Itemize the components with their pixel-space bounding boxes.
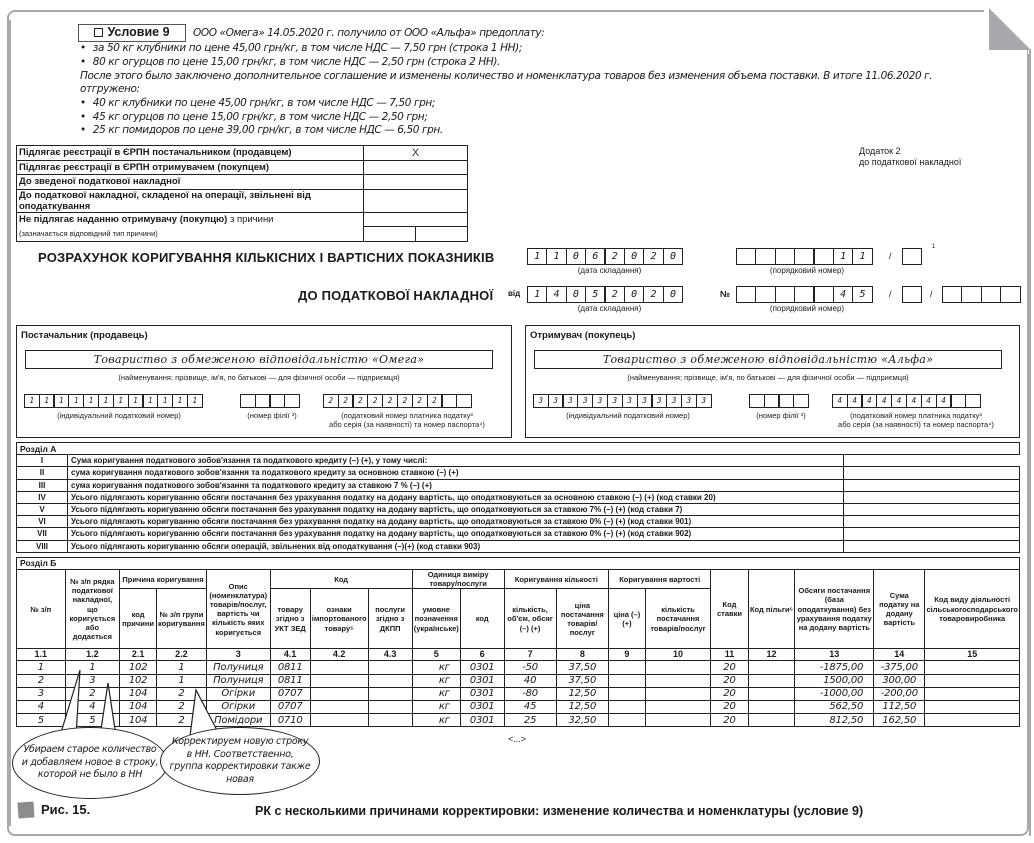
cell-reason-code[interactable]: 102 xyxy=(120,674,157,687)
from-label: від xyxy=(508,289,521,298)
buyer-branch-field[interactable] xyxy=(750,394,809,408)
supplier-ipn-field[interactable] xyxy=(25,394,203,408)
cell-dkpp[interactable] xyxy=(368,661,412,674)
digit-cell[interactable]: 3 xyxy=(681,394,697,408)
row-value[interactable] xyxy=(844,455,1020,467)
cell-price[interactable]: 12,50 xyxy=(556,700,609,713)
digit-cell[interactable]: 0 xyxy=(663,286,684,303)
shipped-item: • 25 кг помидоров по цене 39,00 грн/кг, в том числе НДС — 6,50 грн. xyxy=(80,124,443,136)
cell-cost-price[interactable] xyxy=(609,661,646,674)
digit-cell[interactable]: 2 xyxy=(604,286,625,303)
figure-caption: РК с несколькими причинами корректировки: изменение количества и номенклатуры (условие 9) xyxy=(255,804,864,818)
rc-suffix-field[interactable] xyxy=(903,248,922,265)
cell-cost-price[interactable] xyxy=(609,700,646,713)
cell-reason-code[interactable]: 104 xyxy=(120,687,157,700)
cell-vat[interactable]: 162,50 xyxy=(874,714,925,727)
row-text: Усього підлягають коригуванню обсяги операцій, звільнених від оподаткування (–)(+) (код ставки 903) xyxy=(68,540,844,552)
tn-date-field[interactable] xyxy=(528,286,683,303)
digit-cell[interactable]: 2 xyxy=(397,394,413,408)
row-text: сума коригування податкового зобов'язання та податкового кредиту за ставкою 7 % (–) (+) xyxy=(68,479,844,491)
cell-price[interactable]: 37,50 xyxy=(556,674,609,687)
supplier-heading: Постачальник (продавець) xyxy=(21,330,148,341)
digit-cell[interactable]: 1 xyxy=(187,394,203,408)
cell-volume[interactable]: -1875,00 xyxy=(795,661,874,674)
document-title-line1: РОЗРАХУНОК КОРИГУВАННЯ КІЛЬКІСНИХ І ВАРТІСНИХ ПОКАЗНИКІВ xyxy=(38,250,495,265)
digit-cell[interactable]: 1 xyxy=(68,394,84,408)
digit-cell[interactable]: 2 xyxy=(367,394,383,408)
row-number: I xyxy=(17,455,68,467)
digit-cell[interactable] xyxy=(794,248,815,265)
digit-cell[interactable] xyxy=(965,394,981,408)
tn-number-field[interactable] xyxy=(737,286,873,303)
row-number: IV xyxy=(17,491,68,503)
column-number: 8 xyxy=(556,649,609,661)
cell-dkpp[interactable] xyxy=(368,700,412,713)
cell-reason-code[interactable]: 104 xyxy=(120,714,157,727)
condition-intro: ООО «Омега» 14.05.2020 г. получило от ООО «Альфа» предоплату: xyxy=(193,27,545,39)
row-value[interactable] xyxy=(844,503,1020,515)
cell-reason-code[interactable]: 102 xyxy=(120,661,157,674)
digit-cell[interactable]: 3 xyxy=(577,394,593,408)
digit-cell[interactable] xyxy=(284,394,300,408)
cell-cost-price[interactable] xyxy=(609,714,646,727)
digit-cell[interactable] xyxy=(775,286,796,303)
rc-date-field[interactable] xyxy=(528,248,683,265)
digit-cell[interactable]: 2 xyxy=(382,394,398,408)
figure-marker-icon xyxy=(17,801,34,818)
not-provided-checkbox[interactable] xyxy=(364,212,468,227)
cell-uktzed[interactable]: 0811 xyxy=(270,661,310,674)
digit-cell[interactable]: 4 xyxy=(936,394,952,408)
section-a-row xyxy=(17,491,1020,503)
document-title-line2: ДО ПОДАТКОВОЇ НАКЛАДНОЇ xyxy=(298,288,494,303)
cell-unit[interactable]: кг xyxy=(412,687,460,700)
column-number: 3 xyxy=(206,649,270,661)
cell-tn-row[interactable]: 5 xyxy=(65,714,120,727)
column-number: 2.1 xyxy=(120,649,157,661)
row-value[interactable] xyxy=(844,540,1020,552)
cell-tn-row[interactable]: 4 xyxy=(65,700,120,713)
cell-benefit[interactable] xyxy=(748,674,795,687)
buyer-tax-number-field[interactable] xyxy=(833,394,981,408)
registration-row: Не підлягає наданню отримувачу (покупцю) з причини xyxy=(17,212,468,227)
cell-unit-code[interactable]: 0301 xyxy=(460,700,504,713)
column-number: 5 xyxy=(412,649,460,661)
row-value[interactable] xyxy=(844,516,1020,528)
footnote-mark: 1 xyxy=(932,244,936,250)
digit-cell[interactable]: 0 xyxy=(663,248,684,265)
column-number: 11 xyxy=(711,649,748,661)
row-text: Усього підлягають коригуванню обсяги постачання без урахування податку на додану вартість, що оподатковуються за основною ставкою (–) (+) (код ставки 20) xyxy=(68,491,844,503)
rc-number-field[interactable] xyxy=(737,248,873,265)
digit-cell[interactable]: 2 xyxy=(323,394,339,408)
cell-tn-row[interactable]: 2 xyxy=(65,687,120,700)
cell-cost-price[interactable] xyxy=(609,687,646,700)
cell-rate[interactable]: 20 xyxy=(711,674,748,687)
digit-cell[interactable]: 3 xyxy=(651,394,667,408)
cell-rate[interactable]: 20 xyxy=(711,700,748,713)
digit-cell[interactable]: 3 xyxy=(548,394,564,408)
digit-cell[interactable]: 3 xyxy=(592,394,608,408)
figure-label: Рис. 15. xyxy=(41,802,91,817)
cell-qty[interactable]: -50 xyxy=(504,661,556,674)
digit-cell[interactable]: 1 xyxy=(39,394,55,408)
callout-pointer-left-a xyxy=(60,670,80,736)
cell-unit-code[interactable]: 0301 xyxy=(460,687,504,700)
tn-date-caption: (дата складання) xyxy=(577,304,642,313)
cell-vat[interactable]: -375,00 xyxy=(874,661,925,674)
row-value[interactable] xyxy=(844,528,1020,540)
buyer-ipn-field[interactable] xyxy=(534,394,712,408)
row-value[interactable] xyxy=(844,479,1020,491)
section-a-row xyxy=(17,455,1020,467)
cell-rate[interactable]: 20 xyxy=(711,714,748,727)
digit-cell[interactable]: 1 xyxy=(142,394,158,408)
registration-checkbox[interactable]: X xyxy=(364,146,468,161)
cell-dkpp[interactable] xyxy=(368,714,412,727)
digit-cell[interactable]: 4 xyxy=(876,394,892,408)
cell-desc[interactable]: Огірки xyxy=(206,700,270,713)
column-number: 4.2 xyxy=(310,649,368,661)
digit-cell[interactable]: 0 xyxy=(566,248,587,265)
tn-suffix-field[interactable] xyxy=(903,286,922,303)
cell-agri[interactable] xyxy=(925,687,1020,700)
digit-cell[interactable]: 1 xyxy=(83,394,99,408)
digit-cell[interactable]: 2 xyxy=(352,394,368,408)
buyer-heading: Отримувач (покупець) xyxy=(530,330,636,341)
digit-cell[interactable] xyxy=(755,248,776,265)
digit-cell[interactable]: 1 xyxy=(527,286,548,303)
cell-no[interactable]: 4 xyxy=(17,700,66,713)
section-a-row xyxy=(17,479,1020,491)
cell-cost-qty[interactable] xyxy=(645,714,711,727)
row-number: III xyxy=(17,479,68,491)
digit-cell[interactable] xyxy=(736,286,757,303)
cell-volume[interactable]: 562,50 xyxy=(795,700,874,713)
digit-cell[interactable] xyxy=(755,286,776,303)
registration-table xyxy=(16,145,468,242)
digit-cell[interactable] xyxy=(775,248,796,265)
cell-agri[interactable] xyxy=(925,714,1020,727)
registration-checkbox[interactable] xyxy=(364,189,468,212)
supplier-tax-number-field[interactable] xyxy=(324,394,472,408)
section-a-title: Розділ А xyxy=(17,443,1020,455)
digit-cell[interactable] xyxy=(240,394,256,408)
cell-group[interactable]: 2 xyxy=(157,687,207,700)
column-number: 1.1 xyxy=(17,649,66,661)
section-a-row xyxy=(17,540,1020,552)
digit-cell[interactable] xyxy=(764,394,780,408)
cell-cost-qty[interactable] xyxy=(645,661,711,674)
row-number: VI xyxy=(17,516,68,528)
cell-uktzed[interactable]: 0710 xyxy=(270,714,310,727)
condition-label: Условие 9 xyxy=(78,24,186,42)
column-number: 6 xyxy=(460,649,504,661)
digit-cell[interactable]: 0 xyxy=(624,286,645,303)
callout-pointers xyxy=(0,660,360,740)
section-a-row xyxy=(17,528,1020,540)
digit-cell[interactable]: 1 xyxy=(157,394,173,408)
cell-no[interactable]: 5 xyxy=(17,714,66,727)
cell-volume[interactable]: 812,50 xyxy=(795,714,874,727)
cell-rate[interactable]: 20 xyxy=(711,661,748,674)
cell-benefit[interactable] xyxy=(748,687,795,700)
cell-price[interactable]: 32,50 xyxy=(556,714,609,727)
row-number: II xyxy=(17,467,68,479)
cell-price[interactable]: 12,50 xyxy=(556,687,609,700)
cell-desc[interactable]: Помідори xyxy=(206,714,270,727)
column-number: 2.2 xyxy=(157,649,207,661)
condition-after-text: После этого было заключено дополнительное соглашение и изменены количество и номенклатура товаров без изменения объема поставки. В итоге 11.06.2020 г. xyxy=(80,70,933,82)
cell-qty[interactable]: 40 xyxy=(504,674,556,687)
digit-cell[interactable]: 4 xyxy=(833,286,854,303)
row-number: V xyxy=(17,503,68,515)
digit-cell[interactable] xyxy=(255,394,271,408)
section-a-row xyxy=(17,503,1020,515)
digit-cell[interactable]: 4 xyxy=(906,394,922,408)
reason-type-field[interactable] xyxy=(416,227,468,242)
digit-cell[interactable]: 2 xyxy=(338,394,354,408)
column-number: 13 xyxy=(795,649,874,661)
digit-cell[interactable]: 2 xyxy=(427,394,443,408)
cell-tn-row[interactable]: 1 xyxy=(65,661,120,674)
column-number: 4.1 xyxy=(270,649,310,661)
digit-cell[interactable]: 2 xyxy=(412,394,428,408)
cell-volume[interactable]: -1000,00 xyxy=(795,687,874,700)
digit-cell[interactable]: 0 xyxy=(566,286,587,303)
cell-vat[interactable]: 300,00 xyxy=(874,674,925,687)
column-number: 7 xyxy=(504,649,556,661)
cell-volume[interactable]: 1500,00 xyxy=(795,674,874,687)
digit-cell[interactable]: 1 xyxy=(852,248,873,265)
rc-number-caption: (порядковий номер) xyxy=(769,266,845,275)
cell-desc[interactable]: Полуниця xyxy=(206,661,270,674)
section-a-row xyxy=(17,516,1020,528)
annex-note: Додаток 2 до податкової накладної xyxy=(859,146,962,167)
section-b-table: Розділ Б № з/п № з/п рядка податкової накладної, що коригується або додається Причина коригування Опис (номенклатура) товарів/послуг, вартість чи кількість яких коригується Код Одиниця виміру товару/послуги Коригування кількості Коригування вартості Код ставки Код пільги⁶ Обсяги постачання (база оподаткування) без урахування податку на додану вартість Сума податку на додану вартість Код виду діяльності сільськогосподарського товаровиробника код причини № з/п групи коригування товару згідно з УКТ ЗЕД ознаки імпортованого товару⁵ послуги згідно з ДКПП умовне позначення (українське) код кількість, об'єм, обсяг (–) (+) ціна постачання товарів/послуг ціна (–)(+) кількість постачання товарів/послуг 1.1 1.2 2.1 2.2 3 4.1 4.2 4.3 5 6 7 8 9 10 11 12 13 14 15 1 1 102 1 Полуниця 0811 кг 0301 -50 37,50 20 -1875,00 -375,00 2 3 102 1 Полуниця 0811 кг 0301 40 37,50 20 1500,00 300,00 3 2 104 2 Огірки 0707 кг 0301 -80 12,50 20 -1000,00 -200,00 4 4 104 2 Огірки 0707 кг 0301 45 12,50 20 562,50 112,50 5 5 104 2 Помідори 0710 кг 0301 25 32,50 20 812,50 162,50 xyxy=(16,557,1020,727)
cell-agri[interactable] xyxy=(925,661,1020,674)
digit-cell[interactable] xyxy=(794,286,815,303)
row-text: Усього підлягають коригуванню обсяги постачання без урахування податку на додану вартість, що оподатковуються за ставкою 0% (–) (+) (код ставки 901) xyxy=(68,516,844,528)
digit-cell[interactable]: 3 xyxy=(637,394,653,408)
column-number: 14 xyxy=(874,649,925,661)
digit-cell[interactable]: 3 xyxy=(696,394,712,408)
column-number: 12 xyxy=(748,649,795,661)
digit-cell[interactable]: 1 xyxy=(546,248,567,265)
digit-cell[interactable]: 1 xyxy=(113,394,129,408)
cell-unit-code[interactable]: 0301 xyxy=(460,661,504,674)
digit-cell[interactable]: 3 xyxy=(622,394,638,408)
cell-uktzed[interactable]: 0811 xyxy=(270,674,310,687)
digit-cell[interactable]: 3 xyxy=(607,394,623,408)
prepayment-item: • 80 кг огурцов по цене 15,00 грн/кг, в том числе НДС — 2,50 грн (строка 2 НН). xyxy=(80,56,500,68)
digit-cell[interactable] xyxy=(778,394,794,408)
digit-cell[interactable] xyxy=(441,394,457,408)
cell-dkpp[interactable] xyxy=(368,674,412,687)
row-text: сума коригування податкового зобов'язання та податкового кредиту за основною ставкою (–) (+) xyxy=(68,467,844,479)
digit-cell[interactable] xyxy=(456,394,472,408)
row-number: VII xyxy=(17,528,68,540)
supplier-branch-field[interactable] xyxy=(241,394,300,408)
cell-dkpp[interactable] xyxy=(368,687,412,700)
cell-uktzed[interactable]: 0707 xyxy=(270,687,310,700)
digit-cell[interactable]: 4 xyxy=(891,394,907,408)
registration-checkbox[interactable] xyxy=(364,160,468,175)
digit-cell[interactable] xyxy=(813,248,834,265)
callout-left: Убираем старое количество и добавляем новое в строку, которой не было в НН xyxy=(12,727,168,799)
row-text: Усього підлягають коригуванню обсяги постачання без урахування податку на додану вартість, що оподатковуються за ставкою 7% (–) (+) (код ставки 7) xyxy=(68,503,844,515)
section-b-title: Розділ Б xyxy=(17,558,1020,570)
digit-cell[interactable]: 4 xyxy=(921,394,937,408)
cell-tn-row[interactable]: 3 xyxy=(65,674,120,687)
cell-qty[interactable]: -80 xyxy=(504,687,556,700)
continuation-ellipsis: <...> xyxy=(508,734,527,744)
digit-cell[interactable]: 1 xyxy=(98,394,114,408)
rc-date-caption: (дата складання) xyxy=(577,266,642,275)
digit-cell[interactable]: 1 xyxy=(128,394,144,408)
tn-number-caption: (порядковий номер) xyxy=(769,304,845,313)
digit-cell[interactable]: 3 xyxy=(666,394,682,408)
cell-cost-price[interactable] xyxy=(609,674,646,687)
shipped-item: • 45 кг огурцов по цене 15,00 грн/кг, в том числе НДС — 2,50 грн; xyxy=(80,111,427,123)
digit-cell[interactable]: 5 xyxy=(852,286,873,303)
digit-cell[interactable]: 1 xyxy=(172,394,188,408)
section-a-table xyxy=(16,442,1020,553)
digit-cell[interactable]: 3 xyxy=(533,394,549,408)
cell-agri[interactable] xyxy=(925,700,1020,713)
column-number: 1.2 xyxy=(65,649,120,661)
cell-qty[interactable]: 45 xyxy=(504,700,556,713)
digit-cell[interactable] xyxy=(736,248,757,265)
supplier-name-field[interactable]: Товариство з обмеженою відповідальністю «Омега» xyxy=(25,350,493,369)
cell-no[interactable]: 2 xyxy=(17,674,66,687)
registration-row: До зведеної податкової накладної xyxy=(17,175,468,190)
reason-hint: (зазначається відповідний тип причини) xyxy=(17,227,364,242)
cell-desc[interactable]: Огірки xyxy=(206,687,270,700)
cell-unit[interactable]: кг xyxy=(412,700,460,713)
digit-cell[interactable]: 1 xyxy=(833,248,854,265)
shipped-item: • 40 кг клубники по цене 45,00 грн/кг, в том числе НДС — 7,50 грн; xyxy=(80,97,435,109)
digit-cell[interactable]: 2 xyxy=(643,286,664,303)
cell-group[interactable]: 2 xyxy=(157,714,207,727)
number-sign: № xyxy=(720,289,731,299)
cell-benefit[interactable] xyxy=(748,661,795,674)
digit-cell[interactable]: 5 xyxy=(585,286,606,303)
page-fold-corner-icon xyxy=(989,8,1031,50)
shipped-label: отгружено: xyxy=(80,83,140,95)
digit-cell[interactable]: 2 xyxy=(604,248,625,265)
cell-no[interactable]: 1 xyxy=(17,661,66,674)
cell-vat[interactable]: 112,50 xyxy=(874,700,925,713)
cell-cost-qty[interactable] xyxy=(645,674,711,687)
digit-cell[interactable] xyxy=(950,394,966,408)
registration-checkbox[interactable] xyxy=(364,175,468,190)
registration-row: Підлягає реєстрації в ЄРПН постачальником (продавцем) X xyxy=(17,146,468,161)
cell-benefit[interactable] xyxy=(748,700,795,713)
digit-cell[interactable]: 4 xyxy=(832,394,848,408)
digit-cell[interactable]: 1 xyxy=(24,394,40,408)
column-number: 9 xyxy=(609,649,646,661)
cell-unit[interactable]: кг xyxy=(412,674,460,687)
digit-cell[interactable]: 6 xyxy=(585,248,606,265)
digit-cell[interactable]: 3 xyxy=(562,394,578,408)
digit-cell[interactable] xyxy=(749,394,765,408)
row-text: Усього підлягають коригуванню обсяги постачання без урахування податку на додану вартість, що оподатковуються за ставкою 0% (–) (+) (код ставки 902) xyxy=(68,528,844,540)
row-number: VIII xyxy=(17,540,68,552)
digit-cell[interactable]: 2 xyxy=(643,248,664,265)
cell-reason-code[interactable]: 104 xyxy=(120,700,157,713)
digit-cell[interactable]: 4 xyxy=(546,286,567,303)
page-shadow-right xyxy=(1029,50,1031,836)
digit-cell[interactable]: 4 xyxy=(861,394,877,408)
cell-benefit[interactable] xyxy=(748,714,795,727)
cell-no[interactable]: 3 xyxy=(17,687,66,700)
column-number: 15 xyxy=(925,649,1020,661)
registration-row: До податкової накладної, складеної на операції, звільнені від оподаткування xyxy=(17,189,468,212)
tn-branch-field[interactable] xyxy=(943,286,1021,303)
cell-cost-qty[interactable] xyxy=(645,700,711,713)
checkbox-icon xyxy=(94,28,103,37)
column-number: 10 xyxy=(645,649,711,661)
buyer-block: Отримувач (покупець) Товариство з обмеженою відповідальністю «Альфа» (найменування; прізвище, ім'я, по батькові — для фізичної особи — підприємця) 3 3 3 3 3 3 3 3 3 3 3 3 (індивідуальний податковий номер) (номер філії ³) 4 4 4 4 4 4 4 4 (податковий номер платника податку³ або серія (за наявності) та номер паспорта⁴) xyxy=(525,325,1020,438)
section-a-row xyxy=(17,467,1020,479)
cell-qty[interactable]: 25 xyxy=(504,714,556,727)
cell-price[interactable]: 37,50 xyxy=(556,661,609,674)
digit-cell[interactable] xyxy=(813,286,834,303)
cell-group[interactable]: 1 xyxy=(157,661,207,674)
buyer-name-field[interactable]: Товариство з обмеженою відповідальністю «Альфа» xyxy=(534,350,1002,369)
supplier-block: Постачальник (продавець) Товариство з обмеженою відповідальністю «Омега» (найменування; прізвище, ім'я, по батькові — для фізичної особи — підприємця) 1 1 1 1 1 1 1 1 1 1 1 1 (індивідуальний податковий номер) (номер філії ³) 2 2 2 2 2 2 2 2 (податковий номер платника податку³ або серія (за наявності) та номер паспорта⁴) xyxy=(16,325,512,438)
digit-cell[interactable]: 4 xyxy=(847,394,863,408)
cell-vat[interactable]: -200,00 xyxy=(874,687,925,700)
digit-cell[interactable]: 1 xyxy=(53,394,69,408)
prepayment-item: • за 50 кг клубники по цене 45,00 грн/кг, в том числе НДС — 7,50 грн (строка 1 НН); xyxy=(80,42,522,54)
row-value[interactable] xyxy=(844,467,1020,479)
row-text: Сума коригування податкового зобов'язання та податкового кредиту (–) (+), у тому числі: xyxy=(68,455,844,467)
cell-unit[interactable]: кг xyxy=(412,661,460,674)
cell-unit-code[interactable]: 0301 xyxy=(460,714,504,727)
cell-desc[interactable]: Полуниця xyxy=(206,674,270,687)
cell-group[interactable]: 1 xyxy=(157,674,207,687)
cell-agri[interactable] xyxy=(925,674,1020,687)
column-number: 4.3 xyxy=(368,649,412,661)
cell-unit[interactable]: кг xyxy=(412,714,460,727)
cell-group[interactable]: 2 xyxy=(157,700,207,713)
cell-rate[interactable]: 20 xyxy=(711,687,748,700)
cell-uktzed[interactable]: 0707 xyxy=(270,700,310,713)
cell-unit-code[interactable]: 0301 xyxy=(460,674,504,687)
callout-right: Корректируем новую строку в НН. Соответственно, группа корректировки также новая xyxy=(160,727,320,795)
cell-cost-qty[interactable] xyxy=(645,687,711,700)
digit-cell[interactable] xyxy=(793,394,809,408)
digit-cell[interactable] xyxy=(269,394,285,408)
row-value[interactable] xyxy=(844,491,1020,503)
digit-cell[interactable]: 1 xyxy=(527,248,548,265)
registration-row: Підлягає реєстрації в ЄРПН отримувачем (покупцем) xyxy=(17,160,468,175)
digit-cell[interactable]: 0 xyxy=(624,248,645,265)
reason-type-field[interactable] xyxy=(364,227,416,242)
